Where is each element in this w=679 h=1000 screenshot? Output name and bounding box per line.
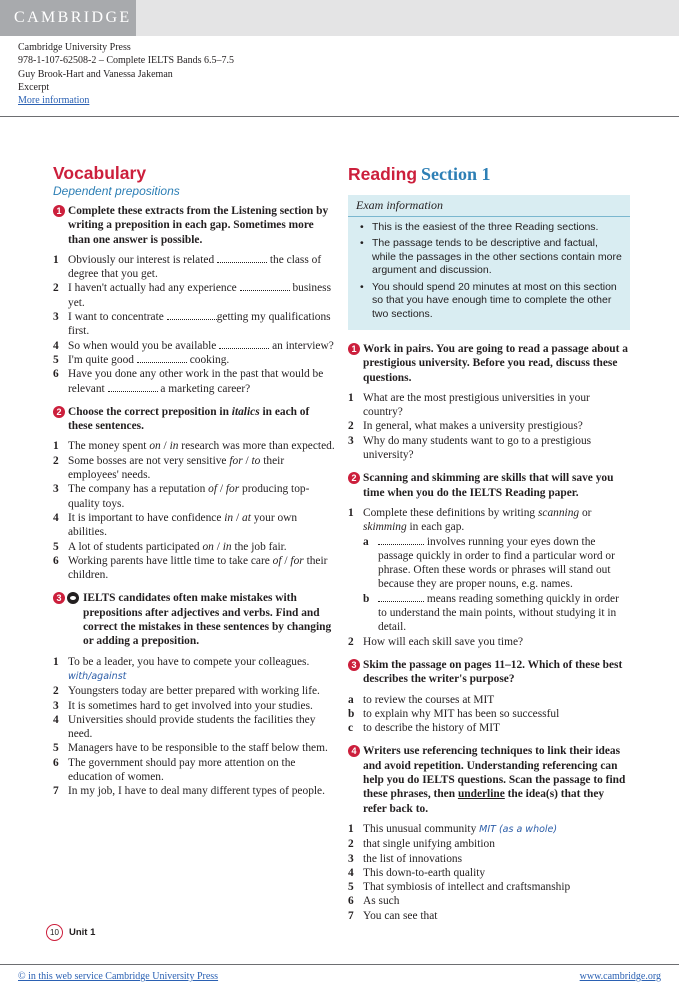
copyright-link[interactable]: © in this web service Cambridge University Press (18, 971, 219, 982)
book-metadata (18, 41, 234, 107)
reading-task-2 (348, 471, 630, 500)
list-item: 1 To be a leader, you have to compete your colleagues. with/against (53, 655, 310, 682)
option-choice[interactable]: on (202, 540, 214, 553)
option-choice[interactable]: in (222, 540, 232, 553)
list-item: 7 You can see that (348, 909, 438, 922)
list-item: • The passage tends to be descriptive and factual, while the passages in the other sections contain more argument and discussion. (356, 237, 622, 278)
option-choice[interactable]: at (242, 511, 251, 524)
cambridge-logo (0, 0, 136, 36)
vocab-task-2-list (53, 439, 335, 582)
answer-gap[interactable] (108, 383, 158, 392)
list-item: 5 I'm quite good cooking. (53, 353, 230, 366)
reading-section: Section 1 (421, 164, 491, 184)
list-item: 6 Working parents have little time to take care of / for their children. (53, 554, 328, 582)
reading-task-3 (348, 658, 630, 687)
list-item: • You should spend 20 minutes at most on this section so that you have enough time to complete the other two sections. (356, 281, 622, 322)
list-item[interactable]: a to review the courses at MIT (348, 693, 495, 706)
list-item: 4 Universities should provide students the facilities they need. (53, 713, 316, 741)
list-item: 3 I want to concentrate getting my qualifications first. (53, 311, 331, 338)
ielts-eye-icon (67, 592, 79, 604)
exam-information-box (348, 195, 630, 330)
task-instruction: Writers use referencing techniques to link their ideas and avoid repetition. Understanding referencing can help you do IELTS questions. Scan the passage to find these phrases, then underline the idea(s) that they refer back to. (363, 745, 626, 815)
list-item: 1 This unusual community MIT (as a whole) (348, 822, 558, 835)
list-item: 1 Complete these definitions by writing scanning or skimming in each gap. (348, 506, 592, 534)
handwritten-note: MIT (as a whole) (479, 823, 558, 835)
task-number-badge: 2 (53, 406, 65, 418)
vocab-task-1-list (53, 253, 335, 396)
list-item: 2 How will each skill save you time? (348, 635, 524, 648)
list-item[interactable]: c to describe the history of MIT (348, 722, 500, 735)
reading-task-1-list (348, 391, 630, 462)
exam-box-rule (348, 216, 630, 217)
task-instruction: Skim the passage on pages 11–12. Which of these best describes the writer's purpose? (363, 658, 623, 686)
vocabulary-column (53, 162, 335, 808)
logo-text: CAMBRIDGE (14, 9, 132, 26)
answer-gap[interactable] (378, 593, 424, 602)
list-item: 1 What are the most prestigious universities in your country? (348, 391, 590, 419)
answer-gap[interactable] (240, 282, 290, 291)
list-item: 1 The money spent on / in research was more than expected. (53, 440, 335, 453)
list-item: • This is the easiest of the three Reading sections. (356, 221, 622, 235)
list-item: 2 I haven't actually had any experience business yet. (53, 282, 332, 309)
list-item: 4 This down-to-earth quality (348, 866, 486, 879)
task-number-badge: 1 (348, 343, 360, 355)
list-item: 6 The government should pay more attention on the education of women. (53, 756, 296, 783)
option-choice[interactable]: for (229, 454, 243, 467)
list-item: 5 That symbiosis of intellect and craftsmanship (348, 881, 571, 894)
unit-label: Unit 1 (69, 927, 96, 938)
task-number-badge: 3 (53, 592, 65, 604)
task-instruction: Complete these extracts from the Listening section by writing a preposition in each gap. Sometimes more than one answer is possible. (68, 205, 329, 246)
task-number-badge: 2 (348, 472, 360, 484)
vocab-task-1 (53, 204, 335, 247)
answer-gap[interactable] (219, 340, 269, 349)
list-item: 7 In my job, I have to deal many different types of people. (53, 785, 325, 798)
task-instruction: IELTS candidates often make mistakes with prepositions after adjectives and verbs. Find and correct the mistakes in these sentences by changing or adding a preposition. (83, 592, 332, 648)
list-item: 2 that single unifying ambition (348, 838, 495, 851)
vocab-task-3 (53, 591, 335, 648)
reading-task-4-list (348, 822, 630, 923)
list-item[interactable]: b to explain why MIT has been so successful (348, 707, 560, 720)
handwritten-note: with/against (68, 670, 127, 682)
list-item: 3 Why do many students want to go to a prestigious university? (348, 434, 592, 462)
reading-task-3-list (348, 693, 630, 736)
reading-title: Reading (348, 164, 418, 184)
list-item: 2 In general, what makes a university prestigious? (348, 420, 583, 433)
exam-information-heading: Exam information (356, 198, 443, 212)
list-item: a involves running your eyes down the passage quickly in order to find a particular word or phrase. Often these words or phrases will stand out because they are proper nouns, e.g. names. (363, 535, 615, 591)
list-item: 3 The company has a reputation of / for producing top-quality toys. (53, 483, 310, 510)
task-number-badge: 3 (348, 659, 360, 671)
option-choice[interactable]: on (149, 440, 161, 453)
list-item: 3 the list of innovations (348, 852, 463, 865)
task-instruction: Scanning and skimming are skills that will save you time when you do the IELTS Reading paper. (363, 472, 614, 499)
more-information-link[interactable]: More information (18, 95, 90, 107)
vocabulary-heading: Vocabulary (53, 163, 147, 183)
answer-gap[interactable] (378, 536, 424, 545)
reading-heading (348, 162, 630, 189)
authors-line: Guy Brook-Hart and Vanessa Jakeman (18, 68, 173, 80)
vocabulary-subheading: Dependent prepositions (53, 184, 180, 198)
isbn-line: 978-1-107-62508-2 – Complete IELTS Bands 6.5–7.5 (18, 55, 235, 67)
publisher-name: Cambridge University Press (18, 42, 131, 53)
page-number: 10 (46, 924, 63, 941)
reading-task-4 (348, 744, 630, 815)
list-item: 6 Have you done any other work in the past that would be relevant a marketing career? (53, 368, 324, 395)
publisher-banner (0, 0, 679, 36)
task-instruction: Choose the correct preposition in italics in each of these sentences. (68, 405, 310, 433)
option-choice[interactable]: for (225, 483, 240, 496)
list-item: 2 Some bosses are not very sensitive for / to their employees' needs. (53, 454, 285, 482)
option-choice[interactable]: in (169, 440, 179, 453)
task-number-badge: 1 (53, 205, 65, 217)
list-item: 5 A lot of students participated on / in the job fair. (53, 540, 287, 553)
website-link[interactable]: www.cambridge.org (579, 971, 661, 982)
task-number-badge: 4 (348, 745, 360, 757)
list-item: 3 It is sometimes hard to get involved into your studies. (53, 699, 313, 712)
footer-rule (0, 964, 679, 965)
list-item: 1 Obviously our interest is related the class of degree that you get. (53, 253, 322, 281)
exam-information-list (356, 221, 622, 322)
header-rule (0, 116, 679, 117)
answer-gap[interactable] (137, 354, 187, 363)
option-choice[interactable]: of (272, 554, 282, 567)
reading-column (348, 162, 630, 932)
vocab-task-2 (53, 405, 335, 434)
list-item: b means reading something quickly in order to understand the main points, without studying it in detail. (363, 592, 619, 634)
task-instruction: Work in pairs. You are going to read a passage about a prestigious university. Before you read, discuss these questions. (363, 343, 628, 384)
option-choice[interactable]: to (251, 454, 261, 467)
list-item: 4 So when would you be available an interview? (53, 339, 334, 352)
list-item: 2 Youngsters today are better prepared with working life. (53, 685, 320, 698)
answer-gap[interactable] (167, 311, 217, 320)
list-item: 6 As such (348, 895, 400, 908)
option-choice[interactable]: for (290, 554, 304, 567)
reading-task-1 (348, 342, 630, 385)
vocab-task-3-list (53, 655, 335, 799)
answer-gap[interactable] (217, 254, 267, 263)
option-choice[interactable]: of (208, 483, 217, 496)
option-choice[interactable]: in (224, 511, 234, 524)
excerpt-label: Excerpt (18, 81, 50, 93)
reading-task-2-list (348, 506, 630, 649)
list-item: 4 It is important to have confidence in / at your own abilities. (53, 511, 298, 539)
list-item: 5 Managers have to be responsible to the staff below them. (53, 742, 328, 755)
page-unit-badge (46, 924, 95, 941)
banner-fill (136, 0, 679, 36)
